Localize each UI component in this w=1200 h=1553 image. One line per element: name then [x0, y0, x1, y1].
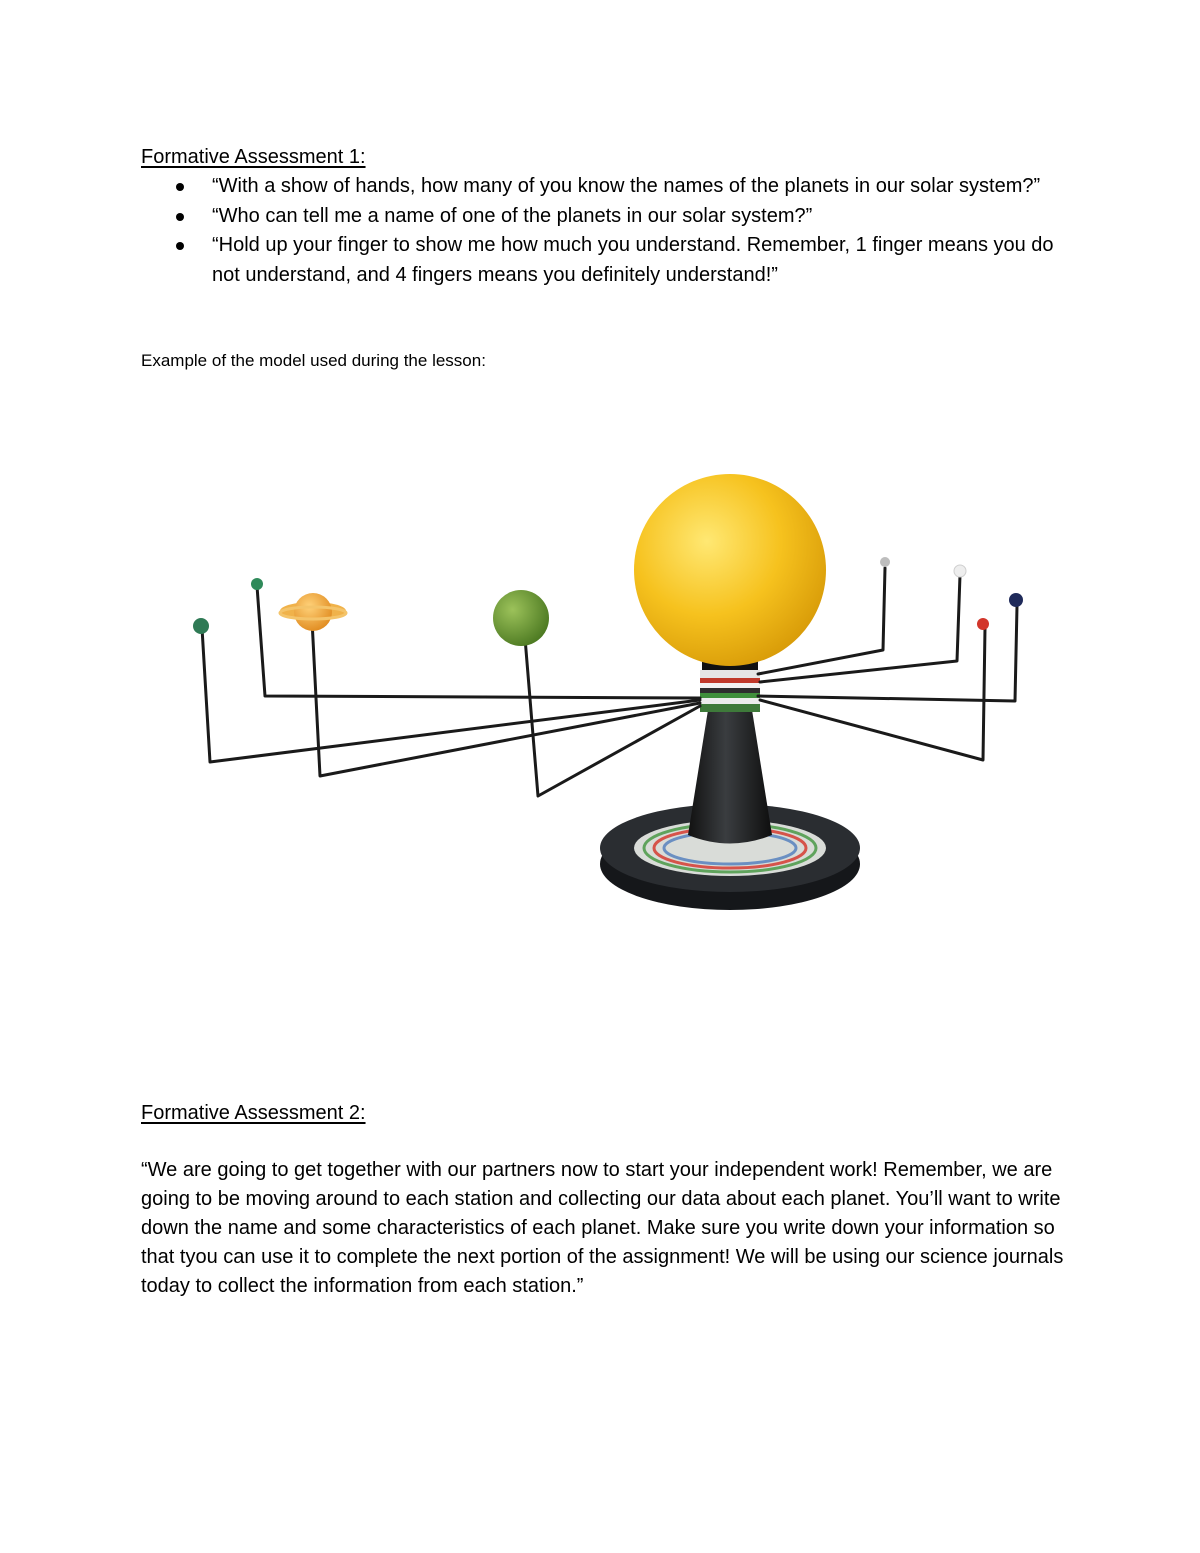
bullet-icon — [176, 213, 184, 221]
bullet-icon — [176, 242, 184, 250]
bullet-text: “Hold up your finger to show me how much you understand. Remember, 1 finger means you do not understand, and 4 fingers means you definitely understand!” — [212, 234, 1054, 286]
assessment-1-question-list — [141, 172, 1071, 290]
bullet-text: “Who can tell me a name of one of the planets in our solar system?” — [212, 204, 813, 227]
bullet-icon — [176, 183, 184, 191]
section-1-heading: Formative Assessment 1: — [141, 146, 366, 168]
orrery-solar-system-model-icon — [180, 460, 1060, 920]
orrery-model-image — [180, 460, 1060, 920]
assessment-2-paragraph: “We are going to get together with our partners now to start your independent work! Remember, we are going to be moving around to each station and collecting our data about each planet. You’ll want to write down the name and some characteristics of each planet. Make sure you write down your information so that tyou can use it to complete the next portion of the assignment! We will be using our science journals today to collect the information from each station.” — [141, 1159, 1064, 1297]
section-2-heading: Formative Assessment 2: — [141, 1102, 366, 1124]
list-item — [141, 231, 1071, 290]
figure-caption: Example of the model used during the lesson: — [141, 351, 486, 370]
sun — [634, 474, 826, 666]
list-item — [141, 172, 1071, 202]
list-item — [141, 202, 1071, 232]
model-pole — [688, 660, 772, 844]
bullet-text: “With a show of hands, how many of you know the names of the planets in our solar system?” — [212, 175, 1041, 197]
planets — [193, 557, 1023, 646]
